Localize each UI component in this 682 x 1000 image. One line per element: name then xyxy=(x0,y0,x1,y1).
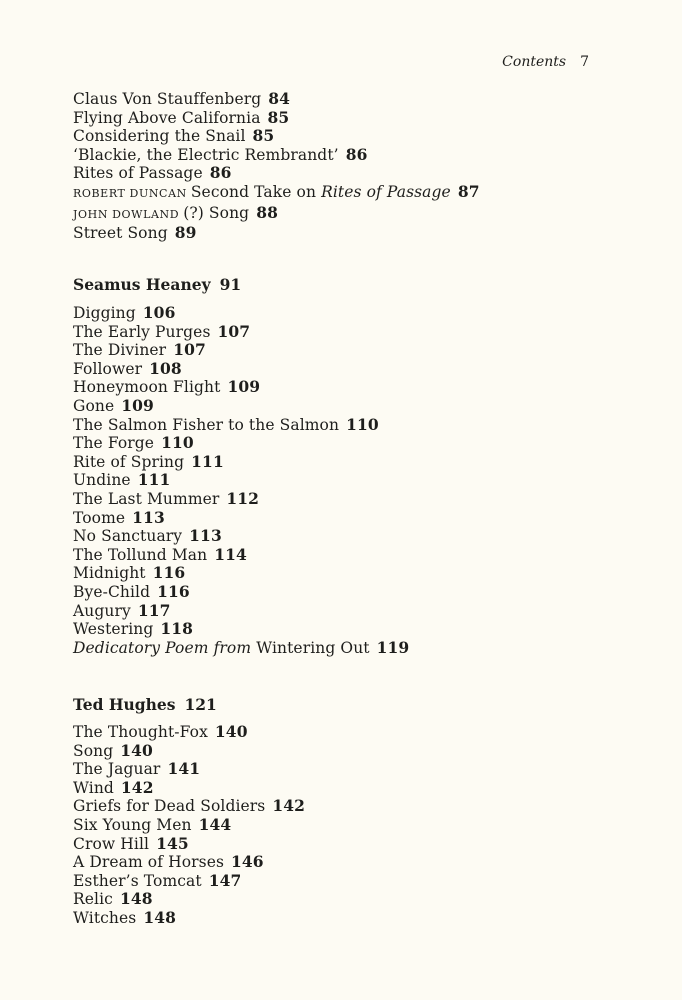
entry-title: Rite of Spring xyxy=(73,452,185,471)
contents-entry xyxy=(73,760,305,779)
contents-entry xyxy=(73,723,305,742)
contents-entry xyxy=(73,416,409,435)
contents-entry xyxy=(73,742,305,761)
entry-page: 148 xyxy=(119,889,153,909)
entry-page: 89 xyxy=(174,223,197,243)
entry-title: The Forge xyxy=(73,434,155,453)
entry-page: 110 xyxy=(346,414,379,434)
section-heading-name: Seamus Heaney xyxy=(73,275,211,294)
entry-page: 148 xyxy=(143,907,176,927)
entry-title: The Tollund Man xyxy=(73,545,208,564)
entry-title: The Last Mummer xyxy=(73,489,220,508)
contents-entry xyxy=(73,909,305,928)
entry-page: 142 xyxy=(272,796,306,816)
entry-title: The Thought-Fox xyxy=(73,723,208,741)
entry-title: Song xyxy=(73,741,114,760)
contents-entry xyxy=(73,816,305,835)
entry-page: 113 xyxy=(132,507,165,527)
contents-entry xyxy=(73,127,480,146)
contents-entry xyxy=(73,453,409,472)
section-heading-hughes xyxy=(73,695,217,715)
entry-title: Bye-Child xyxy=(73,582,151,601)
entry-title: Witches xyxy=(73,908,137,927)
entry-title: A Dream of Horses xyxy=(73,853,225,872)
contents-entry-duncan xyxy=(73,183,480,204)
entry-page: 114 xyxy=(214,544,247,564)
entry-title: Toome xyxy=(73,508,126,527)
contents-entry xyxy=(73,602,409,621)
entry-page: 88 xyxy=(256,202,278,222)
entry-page: 147 xyxy=(208,870,242,890)
contents-section-previous-poet xyxy=(73,90,480,243)
entry-page: 107 xyxy=(173,340,206,360)
contents-entry-dowland xyxy=(73,204,480,225)
entry-title: Griefs for Dead Soldiers xyxy=(73,797,266,816)
entry-page: 116 xyxy=(152,563,186,583)
entry-title: Street Song xyxy=(73,224,168,243)
contents-entry xyxy=(73,872,305,891)
entry-text: Second Take on xyxy=(190,182,317,201)
entry-title: The Salmon Fisher to the Salmon xyxy=(73,415,340,434)
entry-page: 110 xyxy=(161,433,194,453)
entry-page: 85 xyxy=(252,126,275,146)
contents-entry xyxy=(73,341,409,360)
entry-title: Undine xyxy=(73,471,131,490)
contents-section-hughes xyxy=(73,723,305,928)
entry-page: 142 xyxy=(120,777,154,797)
entry-title: Digging xyxy=(73,304,136,322)
contents-entry xyxy=(73,890,305,909)
running-head-title: Contents xyxy=(502,54,567,70)
contents-section-heaney xyxy=(73,304,409,657)
contents-entry xyxy=(73,564,409,583)
entry-title: The Jaguar xyxy=(73,760,161,779)
contents-entry xyxy=(73,620,409,639)
entry-page: 140 xyxy=(214,722,248,741)
entry-page: 112 xyxy=(226,488,260,508)
entry-title: Rites of Passage xyxy=(73,164,203,183)
contents-entry xyxy=(73,853,305,872)
entry-page: 119 xyxy=(376,637,410,657)
entry-page: 111 xyxy=(137,470,171,490)
entry-author: JOHN DOWLAND xyxy=(73,207,180,221)
contents-entry xyxy=(73,323,409,342)
entry-title: Six Young Men xyxy=(73,815,192,834)
entry-title: No Sanctuary xyxy=(73,527,183,546)
entry-title: The Early Purges xyxy=(73,322,211,341)
entry-page: 140 xyxy=(120,740,153,760)
entry-page: 87 xyxy=(457,181,480,201)
contents-entry xyxy=(73,109,480,128)
contents-entry xyxy=(73,509,409,528)
section-heading-name: Ted Hughes xyxy=(73,695,176,714)
entry-text-italic: Dedicatory Poem from xyxy=(73,638,252,657)
entry-title: Crow Hill xyxy=(73,834,150,853)
entry-title: Considering the Snail xyxy=(73,127,246,146)
entry-page: 106 xyxy=(142,303,176,322)
entry-title: Relic xyxy=(73,890,113,909)
entry-title: Follower xyxy=(73,359,143,378)
entry-title: Gone xyxy=(73,396,115,415)
entry-title: Midnight xyxy=(73,564,146,583)
contents-entry xyxy=(73,779,305,798)
entry-title: Westering xyxy=(73,620,154,639)
entry-page: 86 xyxy=(345,144,368,164)
entry-page: 146 xyxy=(231,852,264,872)
contents-entry xyxy=(73,471,409,490)
entry-page: 85 xyxy=(267,107,290,127)
contents-entry xyxy=(73,434,409,453)
entry-page: 113 xyxy=(189,526,222,546)
entry-page: 118 xyxy=(160,619,194,639)
entry-page: 109 xyxy=(121,395,154,415)
entry-title: The Diviner xyxy=(73,341,167,360)
section-heading-page: 121 xyxy=(184,695,217,714)
entry-page: 109 xyxy=(227,377,261,397)
contents-entry xyxy=(73,527,409,546)
entry-page: 144 xyxy=(198,814,232,834)
entry-page: 141 xyxy=(167,759,201,779)
entry-title: Esther’s Tomcat xyxy=(73,871,202,890)
entry-page: 84 xyxy=(268,89,291,108)
entry-title: ‘Blackie, the Electric Rembrandt’ xyxy=(73,145,339,164)
entry-page: 111 xyxy=(191,451,224,471)
entry-title: Honeymoon Flight xyxy=(73,378,221,397)
contents-entry xyxy=(73,224,480,243)
contents-entry xyxy=(73,146,480,165)
contents-entry xyxy=(73,397,409,416)
contents-entry xyxy=(73,90,480,109)
entry-page: 86 xyxy=(209,163,232,183)
contents-entry xyxy=(73,797,305,816)
entry-title-italic: Rites of Passage xyxy=(321,182,451,201)
entry-author: ROBERT DUNCAN xyxy=(73,186,187,200)
contents-entry xyxy=(73,546,409,565)
contents-entry xyxy=(73,164,480,183)
entry-page: 117 xyxy=(137,600,171,620)
entry-title: Augury xyxy=(73,601,131,620)
contents-entry xyxy=(73,583,409,602)
entry-page: 107 xyxy=(217,321,251,341)
entry-title: Claus Von Stauffenberg xyxy=(73,90,262,108)
entry-title: Flying Above California xyxy=(73,108,261,127)
section-heading-heaney xyxy=(73,275,241,295)
entry-title: Wind xyxy=(73,778,114,797)
contents-entry xyxy=(73,835,305,854)
contents-entry xyxy=(73,360,409,379)
entry-text: (?) Song xyxy=(183,203,250,222)
entry-page: 108 xyxy=(149,358,182,378)
section-heading-page: 91 xyxy=(219,275,242,294)
entry-page: 145 xyxy=(156,833,189,853)
contents-entry xyxy=(73,304,409,323)
running-head xyxy=(502,54,589,70)
entry-title: Wintering Out xyxy=(256,638,370,657)
entry-page: 116 xyxy=(157,581,190,601)
contents-entry xyxy=(73,378,409,397)
page-number: 7 xyxy=(580,54,589,70)
contents-entry-dedicatory xyxy=(73,639,409,658)
contents-entry xyxy=(73,490,409,509)
